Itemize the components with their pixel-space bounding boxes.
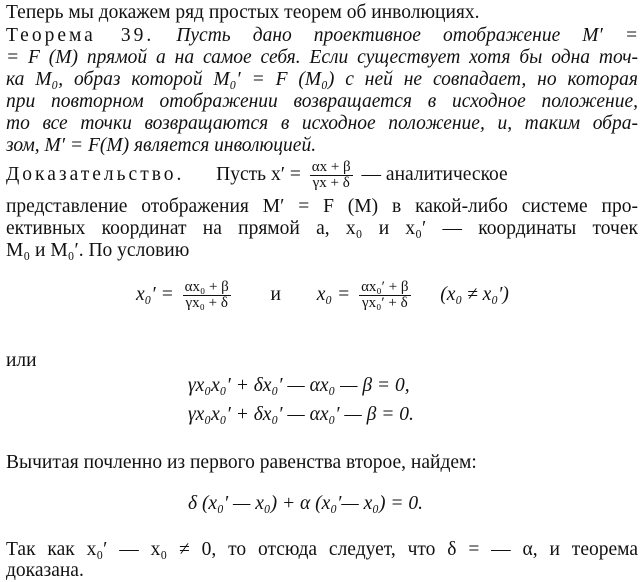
eq1-left-fraction (183, 280, 231, 311)
eq1-and: и (270, 284, 281, 305)
theorem-line-4: ка M₀, образ которой M₀′ = F (M₀) с ней не совпадает, но которая (6, 69, 638, 90)
theorem-line-6: то все точки возвращаются в исходное положение, и, таким обра- (6, 113, 638, 134)
eq1-left-lhs: x₀′ = (136, 284, 174, 305)
final-line-2: доказана. (6, 560, 84, 581)
eq1-left-num: αx₀ + β (184, 279, 229, 296)
final-line-1: Так как x₀′ — x₀ ≠ 0, то отсюда следует, что δ = — α, и теорема (6, 539, 638, 560)
eq1-right-den: γx₀′ + δ (361, 295, 408, 312)
eq1-right-num: αx₀′ + β (361, 279, 409, 296)
proof-intro: Пусть x′ = (216, 164, 301, 185)
equation-4: δ (x₀′ — x₀) + α (x₀′— x₀) = 0. (188, 493, 424, 514)
text-line-1: Теперь мы докажем ряд простых теорем об инволюциях. (6, 2, 480, 23)
text-line-9: представление отображения M′ = F (M) в какой-либо системе про- (6, 196, 638, 217)
mapping-denominator: γx + δ (312, 175, 350, 192)
proof-intro-tail: — аналитическое (361, 164, 508, 185)
theorem-39-line (6, 25, 638, 47)
text-line-11: M₀ и M₀′. По условию (6, 240, 190, 261)
subtract-text: Вычитая почленно из первого равенства второе, найдем: (6, 452, 477, 473)
mapping-numerator: αx + β (311, 159, 351, 176)
ili-text: или (6, 350, 37, 371)
proof-line (6, 160, 638, 191)
eq1-left-den: γx₀ + δ (185, 295, 228, 312)
theorem-label: Теорема 39. (6, 25, 155, 46)
equation-3: γx₀x₀′ + δx₀′ — αx₀′ — β = 0. (188, 404, 414, 425)
theorem-line-3: = F (M) прямой a на самое себя. Если существует хотя бы одна точ- (6, 47, 638, 68)
mapping-fraction (310, 160, 353, 191)
equation-1 (136, 280, 509, 311)
eq1-right-fraction (359, 280, 410, 311)
eq1-right-lhs: x₀ = (316, 284, 351, 305)
theorem-line-5: при повторном отображении возвращается в исходное положение, (6, 91, 638, 112)
eq1-condition: (x₀ ≠ x₀′) (440, 284, 509, 305)
equation-2: γx₀x₀′ + δx₀′ — αx₀ — β = 0, (188, 375, 410, 396)
theorem-text: Пусть дано проективное отображение M′ = (176, 25, 638, 46)
theorem-line-7: зом, M′ = F(M) является инволюцией. (6, 135, 317, 156)
text-line-10: ективных координат на прямой a, x₀ и x₀′ — координаты точек (6, 218, 638, 239)
proof-label: Доказательство. (6, 164, 185, 185)
